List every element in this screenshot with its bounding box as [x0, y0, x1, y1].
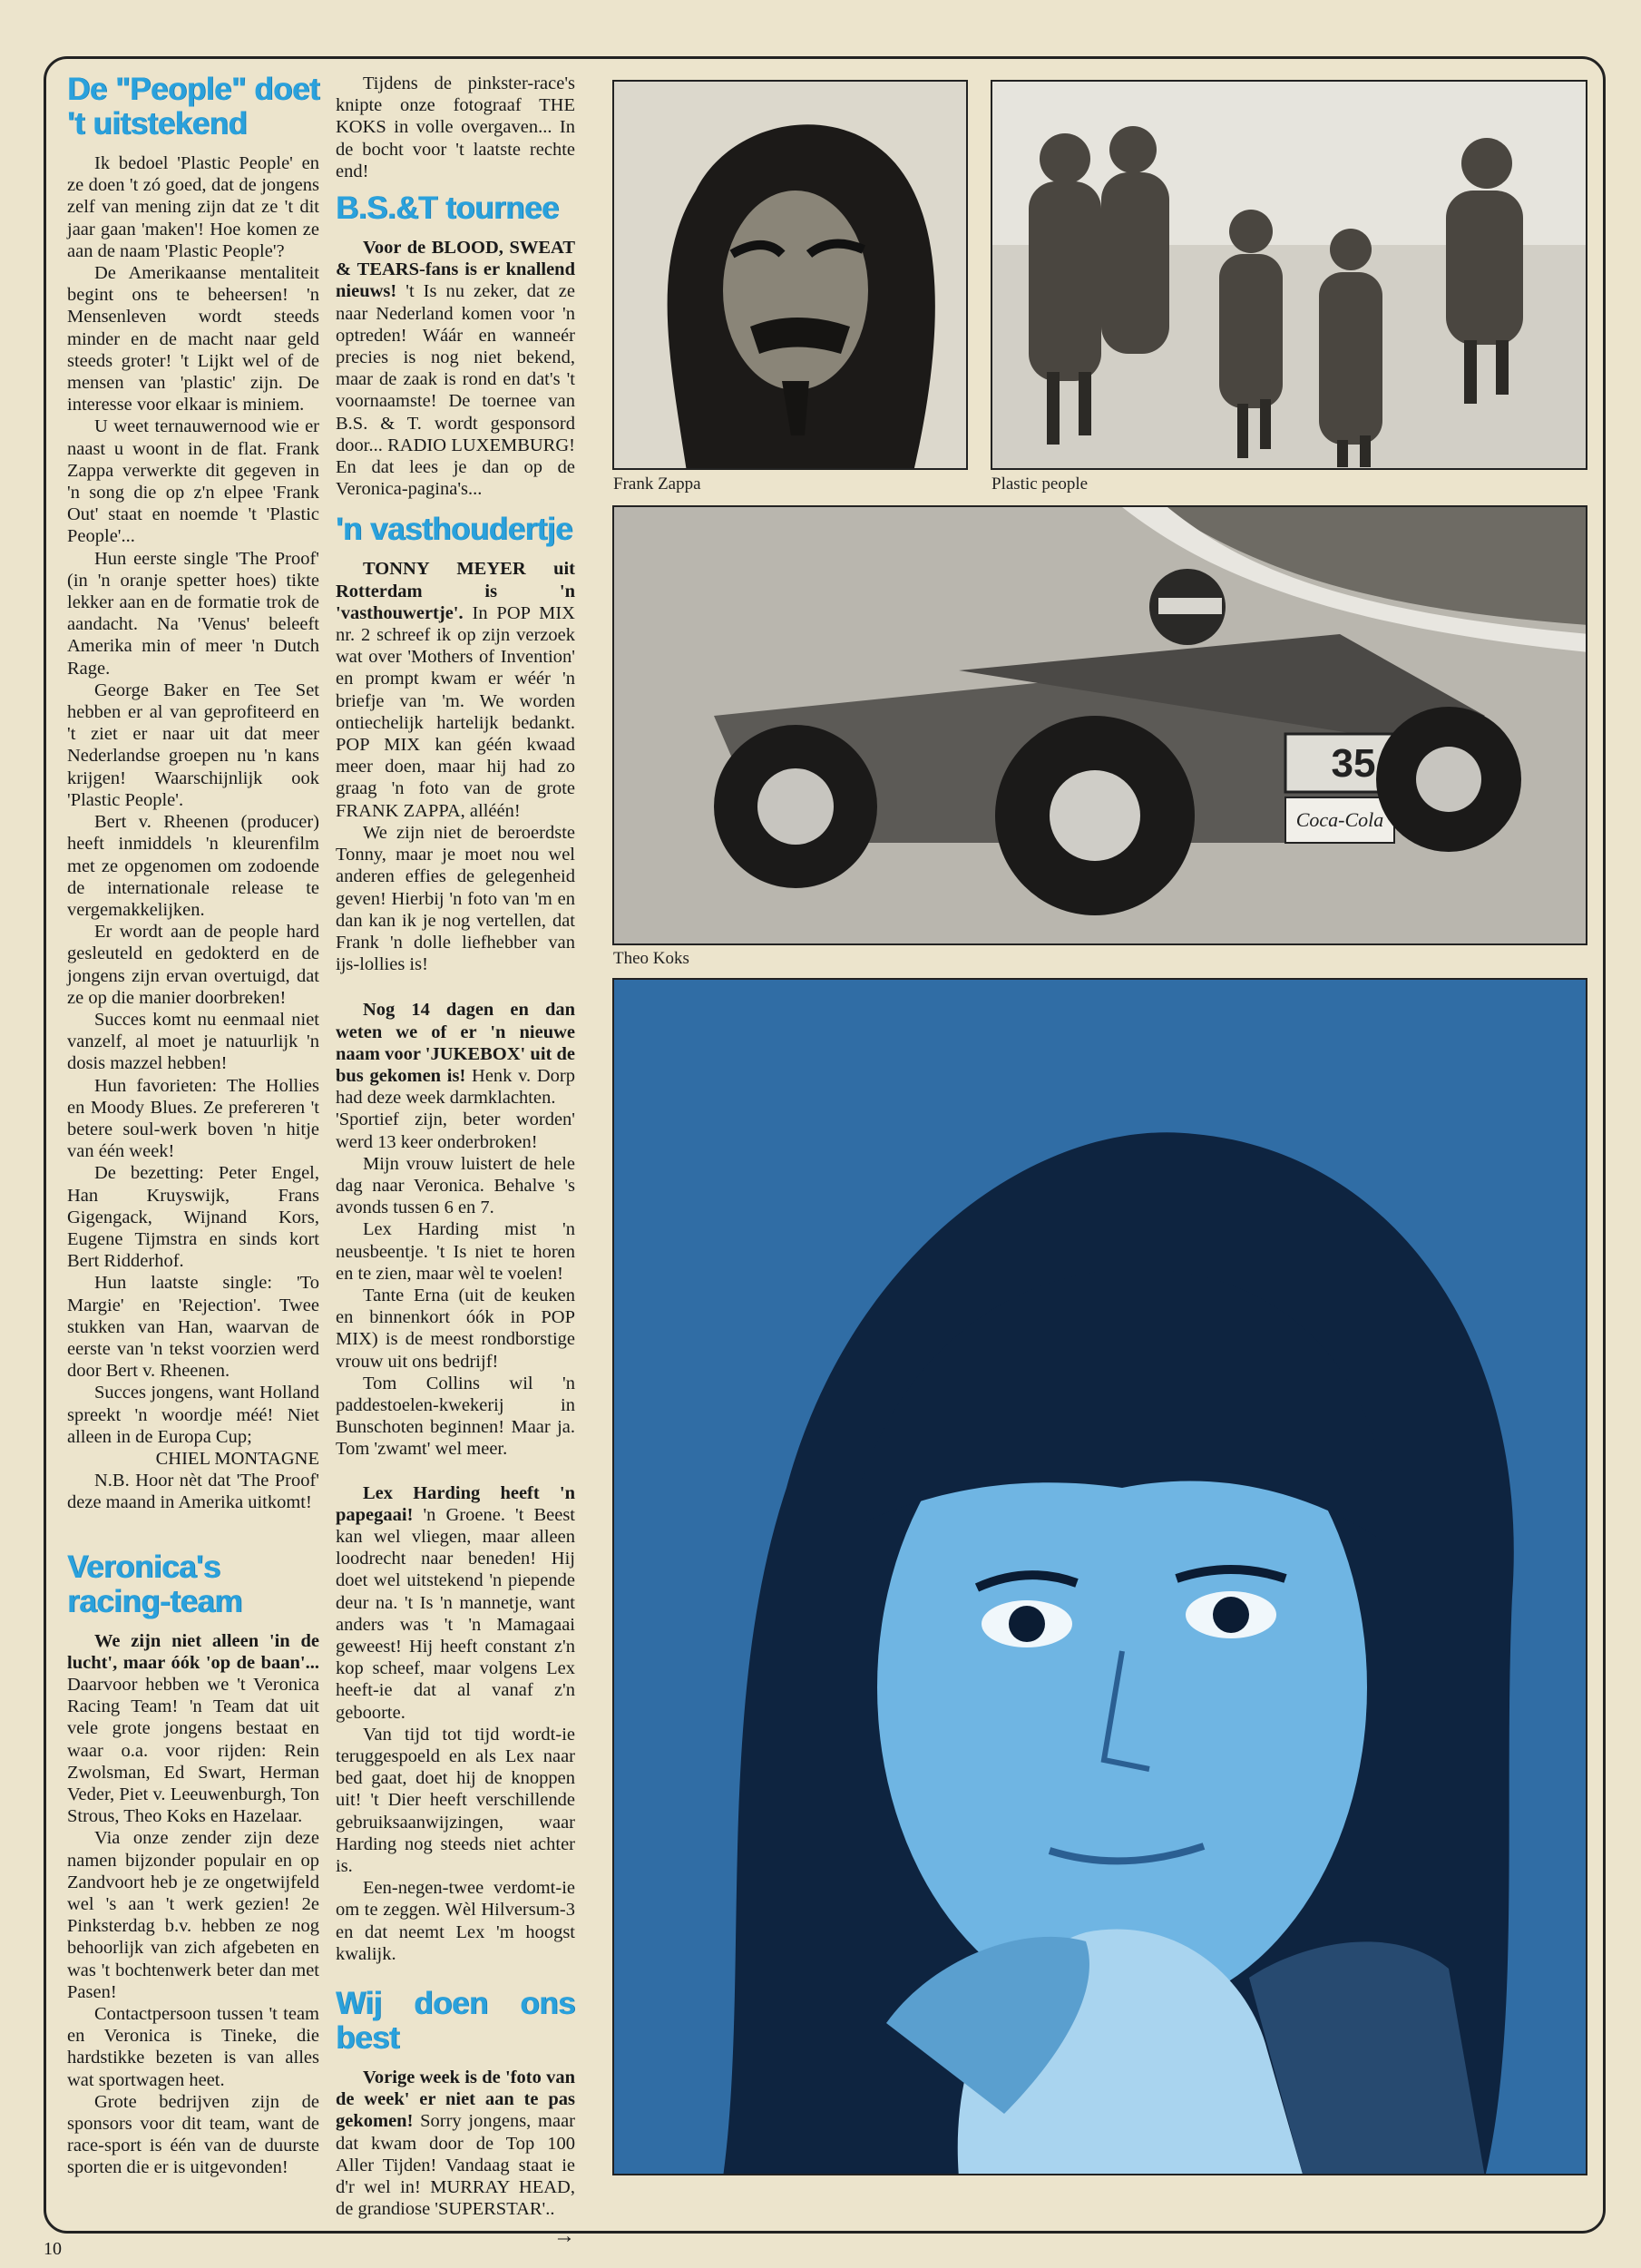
- paragraph: Succes jongens, want Holland spreekt 'n woordje méé! Niet alleen in de Europa Cup;: [67, 1383, 319, 1447]
- lead-text: We zijn niet alleen 'in de lucht', maar óók 'op de baan'...: [67, 1630, 319, 1673]
- paragraph: Van tijd tot tijd wordt-ie teruggespoeld en als Lex naar bed gaat, doet hij de knoppen uit! 't Dier heeft verschillende gebruiksaanwijzingen, waar Harding nog steeds niet achter is.: [336, 1724, 575, 1877]
- photo-race-car: [612, 505, 1587, 945]
- body-text: Henk v. Dorp had deze week darmklachten.: [336, 1065, 576, 1109]
- body-text: In POP MIX nr. 2 schreef ik op zijn verzoek wat over 'Mothers of Invention' en prompt kwam er wéér 'n briefje van 'm. We worden ontiechelijk hartelijk bedankt. POP MIX kan géén kwaad meer doen, maar hij had zo graag 'n foto van de grote FRANK ZAPPA, alléén!: [336, 602, 575, 821]
- paragraph: De bezetting: Peter Engel, Han Kruyswijk, Frans Gigengack, Wijnand Kors, Eugene Tijmstra en sinds kort Bert Ridderhof.: [67, 1163, 319, 1272]
- paragraph: George Baker en Tee Set hebben er al van geprofiteerd en 't ziet er naar uit dat meer Nederlandse groepen nu 'n kans krijgen! Waarschijnlijk ook 'Plastic People'.: [67, 679, 319, 810]
- headline-bst-tour: B.S.&T tournee: [336, 191, 559, 227]
- lead-text: Lex Harding heeft 'n papegaai!: [336, 1482, 575, 1525]
- paragraph: Hun favorieten: The Hollies en Moody Blues. Ze prefereren 't betere soul-werk boven 'n hitje van één week!: [67, 1075, 319, 1162]
- portrait-illustration: [614, 82, 968, 470]
- paragraph: Een-negen-twee verdomt-ie om te zeggen. Wèl Hilversum-3 en dat neemt Lex 'm hoogst kwalijk.: [336, 1878, 575, 1964]
- paragraph: Tante Erna (uit de keuken en binnenkort óók in POP MIX) is de meest rondborstige vrouw uit ons bedrijf!: [336, 1285, 575, 1372]
- column-middle: [336, 73, 575, 2248]
- lead-text: Vorige week is de 'foto van de week' er niet aan te pas gekomen!: [336, 2068, 575, 2132]
- headline-racing-team: Veronica's racing-team: [67, 1549, 242, 1619]
- paragraph: Grote bedrijven zijn de sponsors voor dit team, want de race-sport is één van de duurste sporten die er is uitgevonden!: [67, 2091, 319, 2178]
- headline-plastic-people: De "People" doet 't uitstekend: [67, 72, 320, 142]
- paragraph: De Amerikaanse mentaliteit begint ons te beheersen! 'n Mensenleven wordt steeds minder en de macht naar geld steeds groter! 't Lijkt wel of de mensen van 'plastic' zijn. De interesse voor elkaar is miniem.: [67, 263, 319, 415]
- sponsor-logo: Coca-Cola: [1295, 808, 1384, 831]
- paragraph: Contactpersoon tussen 't team en Veronica is Tineke, die hardstikke bezeten is van alles wat sportwagen heet.: [67, 2004, 319, 2090]
- body-text: 'n Groene. 't Beest kan wel vliegen, maar alleen loodrecht naar beneden! Hij doet wel uitstekend 'n piepende deur na. 't Is 'n mannetje, want anders was 't 'n Mamagaai geweest! Hij heeft constant z'n kop scheef, maar volgens Lex heeft-ie dat al vanaf z'n geboorte.: [336, 1504, 575, 1723]
- paragraph: Lex Harding mist 'n neusbeentje. 't Is niet te horen en te zien, maar wèl te voelen!: [336, 1219, 575, 1284]
- paragraph: Tom Collins wil 'n paddestoelen-kwekerij in Bunschoten beginnen! Maar ja. Tom 'zwamt' wel meer.: [336, 1373, 575, 1460]
- caption-plastic-people: Plastic people: [991, 474, 1089, 494]
- paragraph: Succes komt nu eenmaal niet vanzelf, al moet je natuurlijk 'n dosis mazzel hebben!: [67, 1009, 319, 1074]
- photo-frank-zappa: [612, 80, 968, 470]
- note-paragraph: N.B. Hoor nèt dat 'The Proof' deze maand in Amerika uitkomt!: [67, 1471, 319, 1513]
- paragraph: Er wordt aan de people hard gesleuteld en gedokterd en de jongens zijn ervan overtuigd, dat ze op die manier doorbreken!: [67, 922, 319, 1008]
- headline-vasthoudertje: 'n vasthoudertje: [336, 512, 572, 548]
- body-text: 't Is nu zeker, dat ze naar Nederland komen voor 'n optreden! Wáár en wanneér precies is nog niet bekend, maar de zaak is rond en dat's 't voornaamste! De toernee van B.S. & T. wordt gesponsord door... RADIO LUXEMBURG! En dat lees je dan op de Veronica-pagina's...: [336, 281, 575, 500]
- paragraph: Ik bedoel 'Plastic People' en ze doen 't zó goed, dat de jongens zelf van mening zijn dat ze 't dit jaar gaan 'maken'! Hoe komen ze aan de naam 'Plastic People'?: [67, 153, 319, 261]
- lead-text: Nog 14 dagen en dan weten we of er 'n nieuwe naam voor 'JUKEBOX' uit de bus gekomen is!: [336, 1000, 575, 1086]
- race-car-illustration: [614, 507, 1587, 945]
- photo-murray-head: [612, 978, 1587, 2175]
- column-left: [67, 73, 319, 2179]
- paragraph: Hun laatste single: 'To Margie' en 'Rejection'. Twee stukken van Han, waarvan de eerste van 'n tekst voorzien werd door Bert v. Rheenen.: [67, 1273, 319, 1382]
- race-intro: Tijdens de pinkster-race's knipte onze fotograaf THE KOKS in volle overgaven... In de bocht voor 't laatste rechte end!: [336, 73, 575, 181]
- car-number: 35: [1331, 741, 1376, 786]
- paragraph: Bert v. Rheenen (producer) heeft inmiddels 'n kleurenfilm met ze opgenomen om zodoende de internationale release te vergemakkelijken.: [67, 812, 319, 920]
- caption-frank-zappa: Frank Zappa: [613, 474, 701, 494]
- paragraph: Mijn vrouw luistert de hele dag naar Veronica. Behalve 's avonds tussen 6 en 7.: [336, 1153, 575, 1218]
- body-text: Sorry jongens, maar dat kwam door de Top 100 Aller Tijden! Vandaag staat ie d'r wel in! MURRAY HEAD, de grandiose 'SUPERSTAR'..: [336, 2111, 575, 2220]
- article-racing-team: [67, 1630, 319, 2179]
- paragraph: Hun eerste single 'The Proof' (in 'n oranje spetter hoes) tikte lekker aan en de formatie trok de aandacht. Na 'Venus' beleeft Amerika min of meer 'n Dutch Rage.: [67, 548, 319, 679]
- lead-text: Voor de BLOOD, SWEAT & TEARS-fans is er knallend nieuws!: [336, 238, 575, 302]
- paragraph: Via onze zender zijn deze namen bijzonder populair en op Zandvoort heb je ze ongetwijfeld wel 's aan 't werk gezien! 2e Pinksterdag b.v. hebben ze nog behoorlijk van zich afgebeten en was 't bochtenwerk beter dan met Pasen!: [67, 1828, 319, 2002]
- group-photo-illustration: [992, 82, 1587, 470]
- murray-head-portrait-illustration: [614, 980, 1587, 2175]
- lead-text: TONNY MEYER uit Rotterdam is 'n 'vasthouwertje'.: [336, 559, 575, 623]
- photo-plastic-people: [991, 80, 1587, 470]
- headline-wij-doen-ons-best: Wij doen ons best: [336, 1986, 575, 2057]
- page-number: 10: [44, 2239, 62, 2259]
- paragraph: U weet ternauwernood wie er naast u woont in de flat. Frank Zappa verwerkte dit gegeven in 'n song die op z'n elpee 'Frank Out' staat en noemde 't 'Plastic People'...: [67, 416, 319, 547]
- paragraph: We zijn niet de beroerdste Tonny, maar je moet nou wel anderen effies de gelegenheid geven! Hierbij 'n foto van 'm en dan kan ik je nog vertellen, dat Frank 'n dolle liefhebber van ijs-lollies is!: [336, 822, 575, 975]
- body-text: Daarvoor hebben we 't Veronica Racing Team! 'n Team dat uit vele grote jongens bestaat en waar o.a. voor rijden: Rein Zwolsman, Ed Swart, Herman Veder, Piet v. Leeuwenburgh, Ton Strous, Theo Koks en Hazelaar.: [67, 1675, 319, 1827]
- author-signature: CHIEL MONTAGNE: [155, 1448, 319, 1469]
- continue-arrow-icon: →: [553, 2224, 575, 2249]
- caption-theo-koks: Theo Koks: [613, 949, 689, 968]
- article-plastic-people: [67, 152, 319, 1514]
- paragraph: 'Sportief zijn, beter worden' werd 13 keer onderbroken!: [336, 1110, 575, 1152]
